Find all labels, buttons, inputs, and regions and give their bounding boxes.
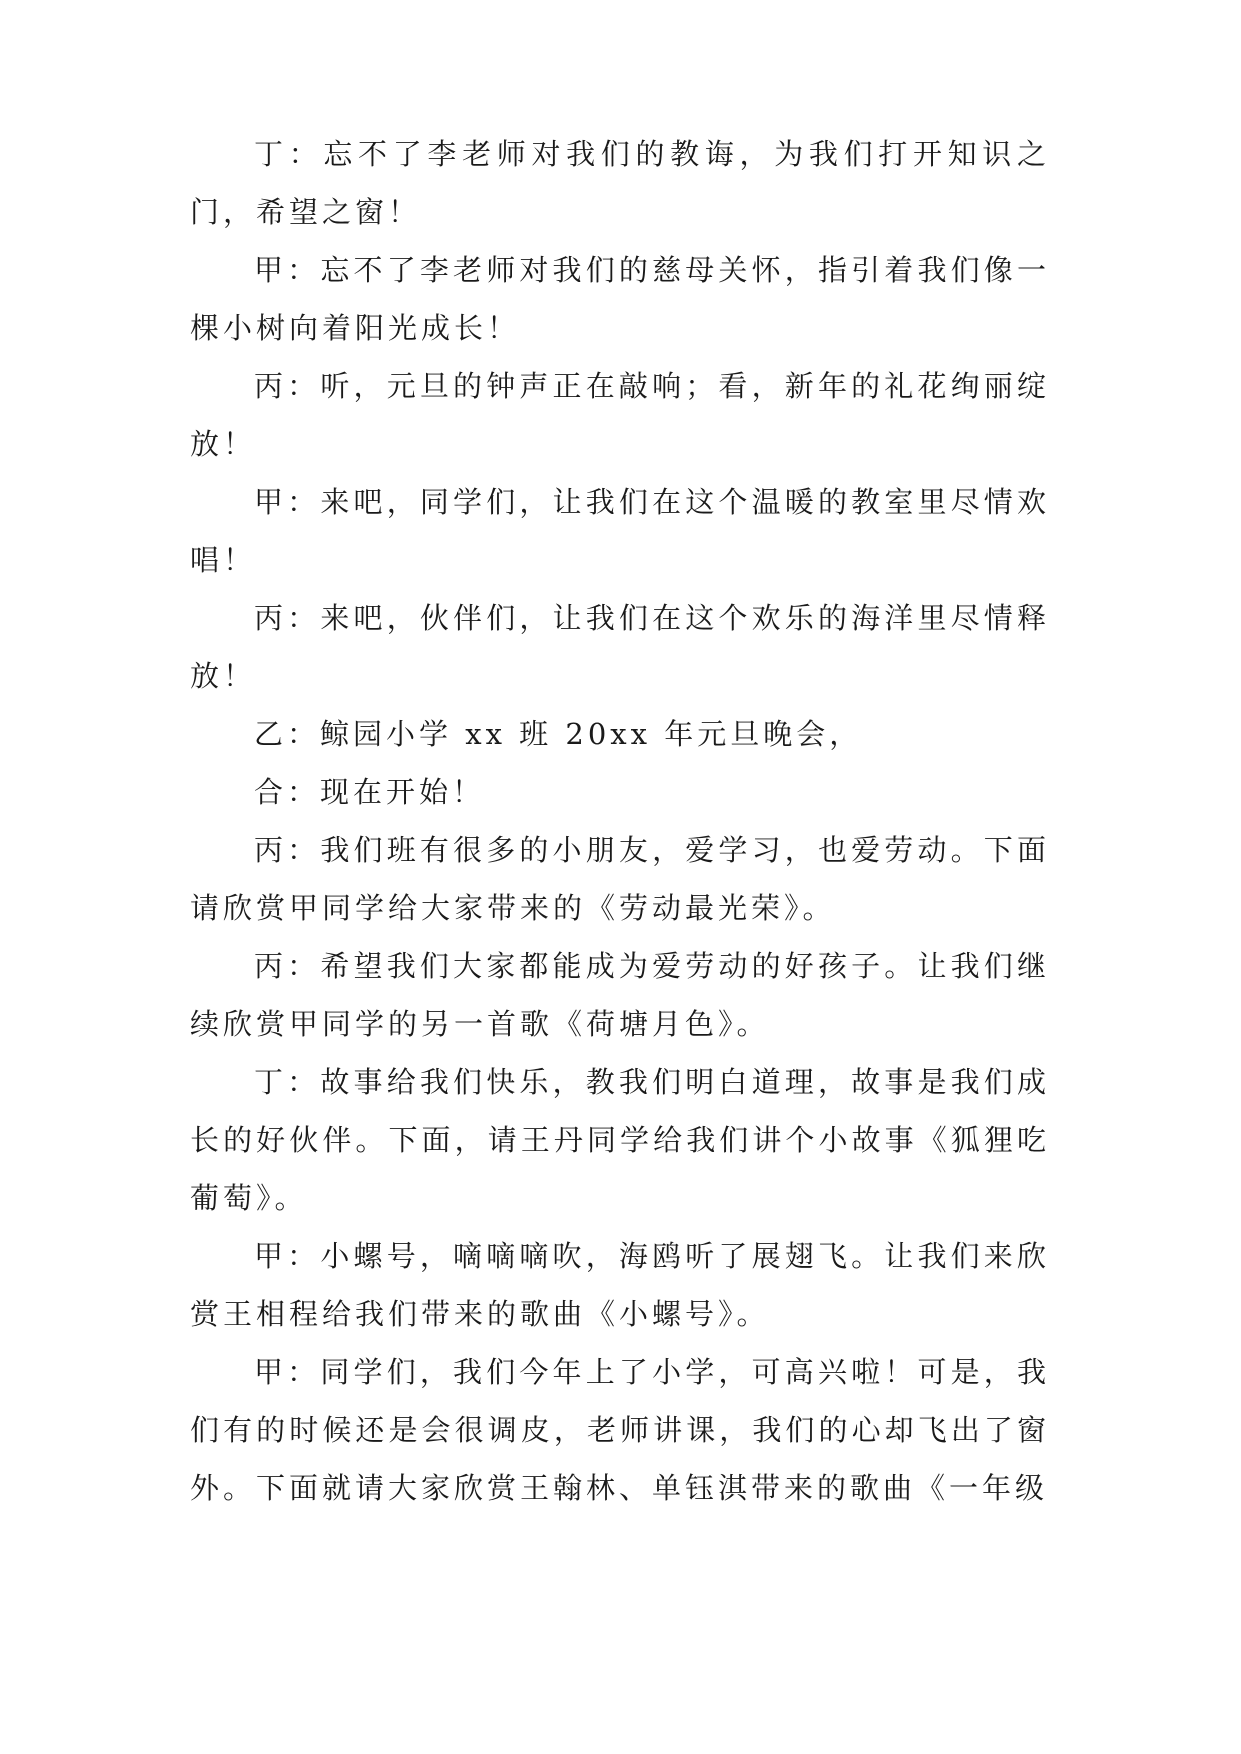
paragraph: 乙：鲸园小学 xx 班 20xx 年元旦晚会， [254,717,863,751]
paragraph: 丙：我们班有很多的小朋友，爱学习，也爱劳动。下面请欣赏甲同学给大家带来的《劳动最光荣》。 [190,833,1050,925]
paragraph: 甲：来吧，同学们，让我们在这个温暖的教室里尽情欢唱！ [190,485,1050,577]
document-body [190,125,1050,1517]
paragraph: 丙：听，元旦的钟声正在敲响；看，新年的礼花绚丽绽放！ [190,369,1050,461]
paragraph: 丙：希望我们大家都能成为爱劳动的好孩子。让我们继续欣赏甲同学的另一首歌《荷塘月色》。 [190,949,1050,1041]
paragraph: 甲：小螺号，嘀嘀嘀吹，海鸥听了展翅飞。让我们来欣赏王相程给我们带来的歌曲《小螺号》。 [190,1239,1050,1331]
paragraph: 丙：来吧，伙伴们，让我们在这个欢乐的海洋里尽情释放！ [190,601,1050,693]
paragraph: 甲：同学们，我们今年上了小学，可高兴啦！可是，我们有的时候还是会很调皮，老师讲课，我们的心却飞出了窗外。下面就请大家欣赏王翰林、单钰淇带来的歌曲《一年级 [190,1355,1050,1505]
paragraph: 甲：忘不了李老师对我们的慈母关怀，指引着我们像一棵小树向着阳光成长！ [190,253,1050,345]
paragraph: 丁：故事给我们快乐，教我们明白道理，故事是我们成长的好伙伴。下面，请王丹同学给我们讲个小故事《狐狸吃葡萄》。 [190,1065,1050,1215]
paragraph: 丁：忘不了李老师对我们的教诲，为我们打开知识之门，希望之窗！ [190,137,1050,229]
paragraph: 合：现在开始！ [254,775,486,809]
